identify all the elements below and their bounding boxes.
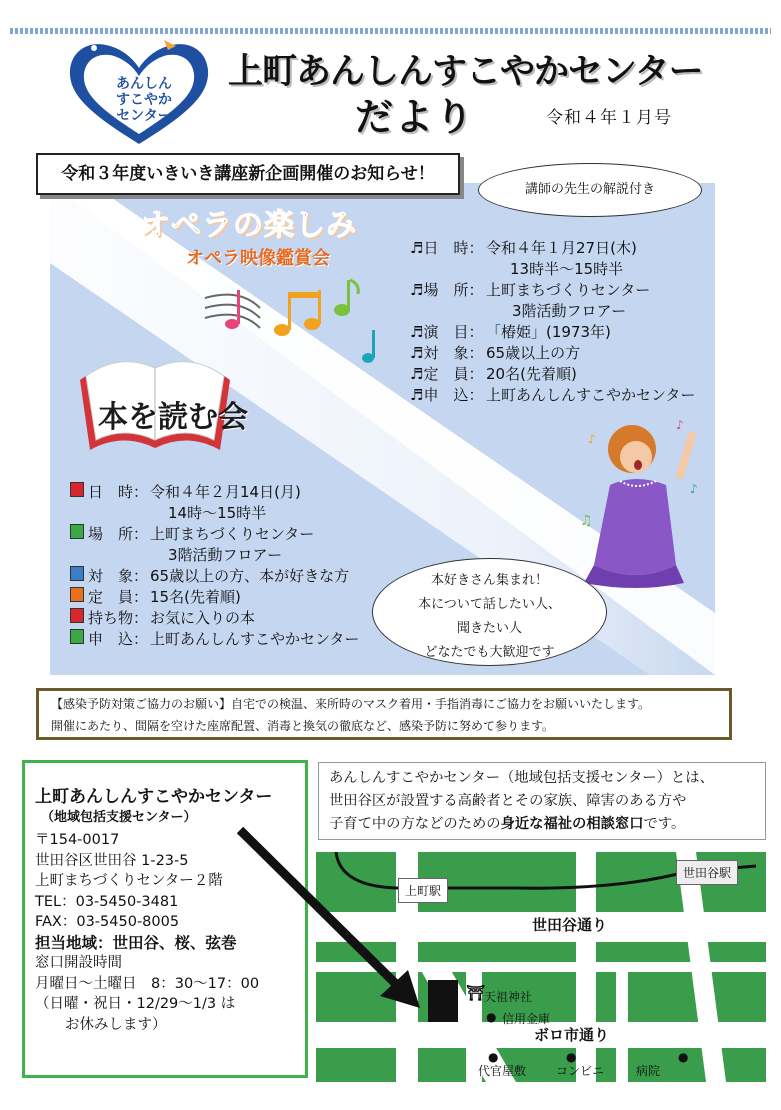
logo-line: あんしん xyxy=(116,76,172,92)
station-setagaya: 世田谷駅 xyxy=(676,860,738,885)
bubble-line: 本について話したい人、 xyxy=(418,597,561,612)
book-row-label: 申 込： xyxy=(88,630,149,648)
svg-text:♫: ♫ xyxy=(580,513,593,529)
address-line: 世田谷区世田谷 1-23-5 xyxy=(35,852,189,869)
top-rule xyxy=(10,28,771,34)
opera-row-label xyxy=(410,301,512,322)
opera-row-value: 13時半～15時半 xyxy=(510,260,624,278)
book-row-value: 14時～15時半 xyxy=(168,504,267,522)
opera-title: オペラの楽しみ xyxy=(140,208,357,243)
book-row xyxy=(70,482,359,503)
opera-row-label: ♬対 象： xyxy=(410,344,484,362)
opera-row-label: ♬日 時： xyxy=(410,239,484,257)
description-line: 世田谷区が設置する高齢者とその家族、障害のある方や xyxy=(329,793,687,809)
logo-line: すこやか xyxy=(116,92,172,108)
center-subtitle: （地域包括支援センター） xyxy=(41,809,197,825)
book-row xyxy=(70,524,359,545)
book-row xyxy=(70,503,359,524)
fax-number: FAX：03-5450-8005 xyxy=(35,914,180,930)
road-setagaya-dori: 世田谷通り xyxy=(532,916,608,934)
newsletter-title-sub: だより xyxy=(355,95,476,139)
book-row-label: 場 所： xyxy=(88,525,149,543)
opera-row xyxy=(410,322,695,343)
logo-line: センター xyxy=(116,108,172,124)
book-row-value: 上町あんしんすこやかセンター xyxy=(150,630,360,648)
bubble-line: 本好きさん集まれ！ xyxy=(430,573,548,588)
station-kamimachi: 上町駅 xyxy=(398,878,448,903)
book-row-value: 65歳以上の方、本が好きな方 xyxy=(150,567,350,585)
opera-subtitle: オペラ映像鑑賞会 xyxy=(186,248,330,269)
center-name: 上町あんしんすこやかセンター xyxy=(35,787,273,807)
service-area: 担当地域：世田谷、桜、弦巻 xyxy=(35,933,237,952)
book-row xyxy=(70,629,359,650)
opera-row-label: ♬申 込： xyxy=(410,386,484,404)
book-row-label xyxy=(70,545,168,566)
opera-row-label: ♬定 員： xyxy=(410,365,484,383)
book-club-title: 本を読む会 xyxy=(98,400,248,435)
opera-row-value: 「椿姫」(1973年) xyxy=(486,323,611,341)
description-text: です。 xyxy=(643,816,686,832)
shrine-label: 天祖神社 xyxy=(484,990,533,1004)
svg-text:♪: ♪ xyxy=(588,432,596,446)
opera-row xyxy=(410,238,695,259)
phone-number: TEL：03-5450-3481 xyxy=(35,893,179,910)
opera-row-value: 上町まちづくりセンター xyxy=(486,281,651,299)
description-line: あんしんすこやかセンター（地域包括支援センター）とは、 xyxy=(329,770,714,786)
hospital-label: 病院 xyxy=(636,1064,661,1078)
convenience-marker: ● xyxy=(566,1050,577,1064)
daikan-yashiki-label: 代官屋敷 xyxy=(478,1064,527,1078)
opera-row xyxy=(410,343,695,364)
green-square-icon xyxy=(70,629,84,644)
closed-days: お休みします） xyxy=(65,1016,167,1033)
hours-label: 窓口開設時間 xyxy=(35,955,122,971)
logo xyxy=(64,36,214,148)
speech-bubble-lecturer xyxy=(478,163,702,217)
opera-row-value: 令和４年１月27日(木) xyxy=(486,239,637,257)
book-row-label: 持ち物： xyxy=(88,609,149,627)
infection-line: 開催にあたり、間隔を空けた座席配置、消毒と換気の徹底など、感染予防に努めて参ります。 xyxy=(51,719,555,733)
book-row xyxy=(70,566,359,587)
book-row xyxy=(70,545,359,566)
opera-row-label: ♬場 所： xyxy=(410,281,484,299)
red-square-icon xyxy=(70,482,84,497)
opera-row-label: ♬演 目： xyxy=(410,323,484,341)
opera-row-value: 3階活動フロアー xyxy=(512,302,627,320)
shrine-icon: ⛩ xyxy=(466,984,486,1002)
opera-row xyxy=(410,301,695,322)
postal-code: 〒154-0017 xyxy=(35,832,120,848)
location-arrow-icon xyxy=(230,820,440,1020)
issue-date: 令和４年１月号 xyxy=(546,108,672,128)
convenience-store-label: コンビニ xyxy=(556,1064,605,1078)
bank-marker: ● xyxy=(486,1010,497,1024)
book-row-label xyxy=(70,503,168,524)
book-row xyxy=(70,608,359,629)
red-square-icon xyxy=(70,608,84,623)
road-boroichi-dori: ボロ市通り xyxy=(534,1026,610,1044)
book-row-value: お気に入りの本 xyxy=(150,609,256,627)
speech-bubble-book-club xyxy=(372,558,607,666)
opera-details xyxy=(410,238,695,406)
description-emphasis: 身近な福祉の相談窓口 xyxy=(500,816,644,832)
newsletter-title: 上町あんしんすこやかセンター xyxy=(228,52,703,92)
bubble-text: 講師の先生の解説付き xyxy=(524,182,655,197)
opera-row-label xyxy=(410,259,510,280)
opera-row xyxy=(410,280,695,301)
book-row-value: 15名(先着順) xyxy=(150,588,241,606)
opera-row xyxy=(410,385,695,406)
green-square-icon xyxy=(70,524,84,539)
book-row-label: 対 象： xyxy=(88,567,149,585)
opera-row-value: 20名(先着順) xyxy=(486,365,577,383)
book-row-label: 定 員： xyxy=(88,588,149,606)
book-row-value: 上町まちづくりセンター xyxy=(150,525,315,543)
office-hours: 月曜日～土曜日 8：30～17：00 xyxy=(35,975,260,992)
hospital-marker: ● xyxy=(678,1050,689,1064)
opera-row xyxy=(410,364,695,385)
book-row-value: 3階活動フロアー xyxy=(168,546,283,564)
opera-singer-icon xyxy=(580,415,715,590)
orange-square-icon xyxy=(70,587,84,602)
book-club-details xyxy=(70,482,359,650)
svg-text:♪: ♪ xyxy=(690,482,698,496)
infection-line: 【感染予防対策ご協力のお願い】自宅での検温、来所時のマスク着用・手指消毒にご協力をお願いいたします。 xyxy=(51,697,651,711)
opera-row-value: 65歳以上の方 xyxy=(486,344,581,362)
blue-square-icon xyxy=(70,566,84,581)
bubble-line: 聞きたい人 xyxy=(456,621,522,636)
svg-text:♪: ♪ xyxy=(676,418,684,432)
closed-days: （日曜・祝日・12/29～1/3 は xyxy=(35,996,236,1012)
event-notice: 令和３年度いきいき講座新企画開催のお知らせ！ xyxy=(36,153,460,195)
book-row xyxy=(70,587,359,608)
address-line: 上町まちづくりセンター２階 xyxy=(35,873,223,889)
bubble-line: どなたでも大歓迎です xyxy=(424,645,555,660)
opera-row-value: 上町あんしんすこやかセンター xyxy=(486,386,696,404)
daikan-marker: ● xyxy=(488,1050,499,1064)
book-row-value: 令和４年２月14日(月) xyxy=(150,483,301,501)
book-row-label: 日 時： xyxy=(88,483,149,501)
description-text: 子育て中の方などのための xyxy=(329,816,501,832)
opera-row xyxy=(410,259,695,280)
infection-notice xyxy=(36,688,732,740)
bank-label: 信用金庫 xyxy=(502,1012,551,1026)
